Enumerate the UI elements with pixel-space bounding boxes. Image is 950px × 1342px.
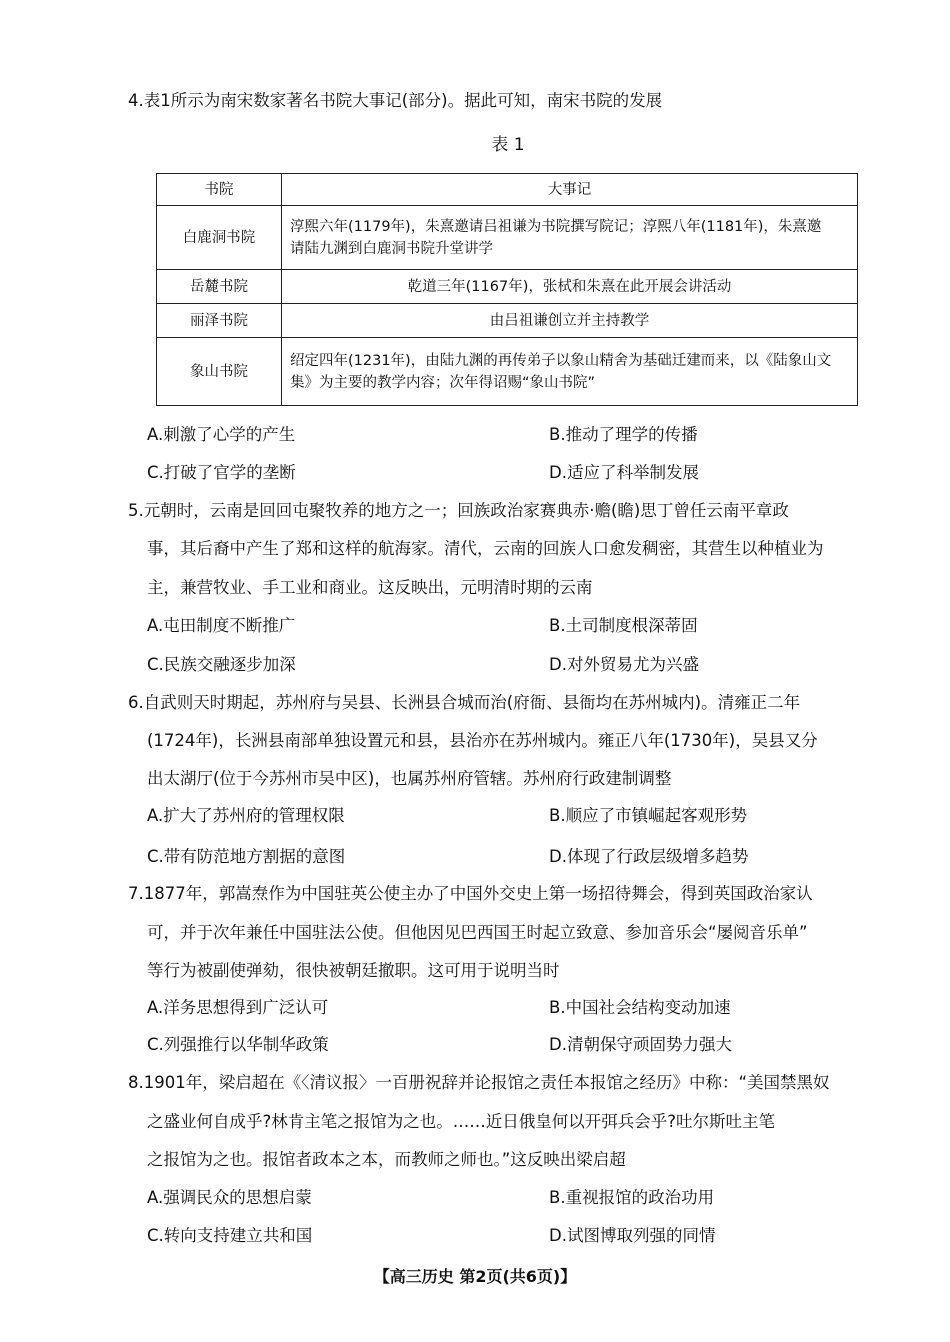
- academy-event: [282, 338, 858, 406]
- academy-event: 由吕祖谦创立并主持教学: [282, 304, 858, 338]
- table-row: [157, 270, 858, 304]
- q5-option-a[interactable]: A.屯田制度不断推广: [147, 616, 296, 635]
- page-footer: 【高三历史 第2页(共6页)】: [373, 1267, 577, 1286]
- q4-stem: 4.表1所示为南宋数家著名书院大事记(部分)。据此可知，南宋书院的发展: [128, 91, 663, 110]
- q7-option-c[interactable]: C.列强推行以华制华政策: [147, 1035, 329, 1054]
- q5-stem-line: 5.元朝时，云南是回回屯聚牧养的地方之一；回族政治家赛典赤·赡(瞻)思丁曾任云南平章政: [128, 501, 789, 520]
- q7-stem-line: 等行为被副使弹劾，很快被朝廷撤职。这可用于说明当时: [147, 961, 560, 980]
- q5-option-b[interactable]: B.土司制度根深蒂固: [549, 616, 698, 635]
- event-line: 请陆九渊到白鹿洞书院升堂讲学: [290, 240, 493, 257]
- table-title: 表 1: [491, 135, 525, 155]
- q5-option-d[interactable]: D.对外贸易尤为兴盛: [549, 655, 699, 674]
- q6-option-b[interactable]: B.顺应了市镇崛起客观形势: [549, 806, 748, 825]
- q6-option-c[interactable]: C.带有防范地方割据的意图: [147, 847, 346, 866]
- q7-option-b[interactable]: B.中国社会结构变动加速: [549, 998, 731, 1017]
- table-row: [157, 338, 858, 406]
- academy-name: 白鹿洞书院: [157, 206, 282, 270]
- table-row: [157, 206, 858, 270]
- q7-option-a[interactable]: A.洋务思想得到广泛认可: [147, 998, 329, 1017]
- table-header-row: [157, 174, 858, 206]
- q5-stem-line: 事，其后裔中产生了郑和这样的航海家。清代，云南的回族人口愈发稠密，其营生以种植业为: [147, 539, 824, 558]
- academy-name: 岳麓书院: [157, 270, 282, 304]
- q4-option-b[interactable]: B.推动了理学的传播: [549, 425, 698, 444]
- q7-stem-line: 7.1877年，郭嵩焘作为中国驻英公使主办了中国外交史上第一场招待舞会，得到英国政治家认: [128, 884, 813, 903]
- q7-stem-line: 可，并于次年兼任中国驻法公使。但他因见巴西国王时起立致意、参加音乐会“屡阅音乐单”: [147, 923, 808, 942]
- q6-stem-line: 6.自武则天时期起，苏州府与吴县、长洲县合城而治(府衙、县衙均在苏州城内)。清雍正二年: [128, 693, 801, 712]
- table-row: [157, 304, 858, 338]
- event-line: 绍定四年(1231年)，由陆九渊的再传弟子以象山精舍为基础迁建而来，以《陆象山文: [290, 352, 832, 369]
- q5-stem-line: 主，兼营牧业、手工业和商业。这反映出，元明清时期的云南: [147, 578, 593, 597]
- q6-option-a[interactable]: A.扩大了苏州府的管理权限: [147, 806, 345, 825]
- academy-name: 丽泽书院: [157, 304, 282, 338]
- event-line: 淳熙六年(1179年)，朱熹邀请吕祖谦为书院撰写院记；淳熙八年(1181年)，朱熹邀: [290, 218, 822, 235]
- events-table: [156, 173, 858, 406]
- q8-option-d[interactable]: D.试图博取列强的同情: [549, 1226, 716, 1245]
- academy-name: 象山书院: [157, 338, 282, 406]
- q8-option-a[interactable]: A.强调民众的思想启蒙: [147, 1188, 312, 1207]
- q6-stem-line: 出太湖厅(位于今苏州市吴中区)，也属苏州府管辖。苏州府行政建制调整: [147, 769, 672, 788]
- q5-option-c[interactable]: C.民族交融逐步加深: [147, 655, 296, 674]
- table-header-academy: 书院: [157, 174, 282, 206]
- q4-option-d[interactable]: D.适应了科举制发展: [549, 463, 699, 482]
- q4-option-a[interactable]: A.刺激了心学的产生: [147, 425, 296, 444]
- q8-stem-line: 8.1901年，梁启超在《〈清议报〉一百册祝辞并论报馆之责任本报馆之经历》中称：“美国禁黑奴: [128, 1073, 830, 1092]
- q6-stem-line: (1724年)，长洲县南部单独设置元和县，县治亦在苏州城内。雍正八年(1730年)，吴县又分: [147, 731, 818, 750]
- q8-option-c[interactable]: C.转向支持建立共和国: [147, 1226, 313, 1245]
- q7-option-d[interactable]: D.清朝保守顽固势力强大: [549, 1035, 732, 1054]
- q6-option-d[interactable]: D.体现了行政层级增多趋势: [549, 847, 749, 866]
- academy-event: [282, 206, 858, 270]
- academy-event: 乾道三年(1167年)，张栻和朱熹在此开展会讲活动: [282, 270, 858, 304]
- q8-option-b[interactable]: B.重视报馆的政治功用: [549, 1188, 715, 1207]
- q8-stem-line: 之盛业何自成乎?林肯主笔之报馆为之也。……近日俄皇何以开弭兵会乎?吐尔斯吐主笔: [147, 1112, 776, 1131]
- q4-option-c[interactable]: C.打破了官学的垄断: [147, 463, 296, 482]
- event-line: 集》为主要的教学内容；次年得诏赐“象山书院”: [290, 374, 596, 391]
- q8-stem-line: 之报馆为之也。报馆者政本之本，而教师之师也。”这反映出梁启超: [147, 1150, 626, 1169]
- table-header-events: 大事记: [282, 174, 858, 206]
